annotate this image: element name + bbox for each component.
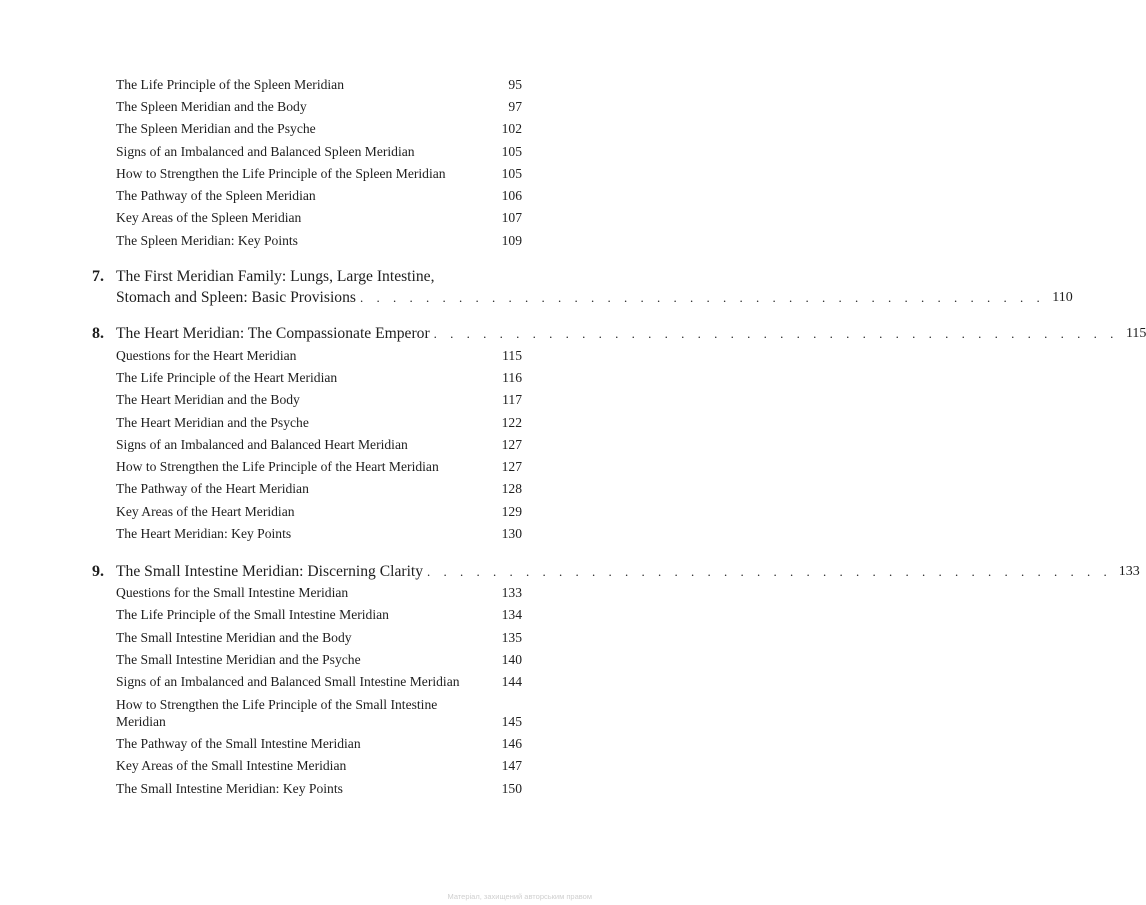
toc-entry[interactable] <box>116 629 522 646</box>
toc-entry-page: 95 <box>508 77 522 92</box>
toc-entry-title: The Small Intestine Meridian and the Body <box>116 630 352 645</box>
toc-entry-title: The Pathway of the Spleen Meridian <box>116 188 316 203</box>
toc-entry-title: The Life Principle of the Heart Meridian <box>116 370 338 385</box>
toc-entry-title: How to Strengthen the Life Principle of the Spleen Meridian <box>116 166 446 181</box>
chapter-heading[interactable] <box>116 287 1073 308</box>
toc-entry-title: Questions for the Heart Meridian <box>116 348 297 363</box>
toc-entry-page: 106 <box>501 188 522 203</box>
toc-entry-title: The Heart Meridian and the Psyche <box>116 415 309 430</box>
toc-entry[interactable] <box>116 480 522 497</box>
toc-entry[interactable] <box>116 503 522 520</box>
toc-entry-title: The Pathway of the Heart Meridian <box>116 481 309 496</box>
toc-entry[interactable] <box>116 606 522 623</box>
toc-entry-title: Questions for the Small Intestine Meridian <box>116 585 349 600</box>
toc-entry-page: 122 <box>501 415 522 430</box>
toc-entry-title: The Spleen Meridian: Key Points <box>116 233 298 248</box>
toc-entry[interactable] <box>116 120 522 137</box>
toc-entry-page: 127 <box>501 459 522 474</box>
leader-dots: . . . . . . . . . . . . . . . . . . . . . . . . . . . . . . . . . . . . . . . . . . <box>427 564 1112 579</box>
toc-entry-page: 107 <box>501 210 522 225</box>
toc-entry-page: 140 <box>501 652 522 667</box>
toc-entry-page: 144 <box>501 674 522 689</box>
toc-entry[interactable] <box>116 187 522 204</box>
chapter-title: The Heart Meridian: The Compassionate Emperor <box>116 325 430 342</box>
toc-entry[interactable] <box>116 584 522 601</box>
toc-entry-title: Key Areas of the Heart Meridian <box>116 504 295 519</box>
toc-entry-page: 97 <box>508 99 522 114</box>
toc-entry-title: The Pathway of the Small Intestine Meridian <box>116 736 361 751</box>
toc-entry-page: 150 <box>501 781 522 796</box>
toc-entry[interactable] <box>116 414 522 431</box>
toc-entry[interactable] <box>116 458 522 475</box>
toc-entry-page: 109 <box>501 233 522 248</box>
chapter-title: The Small Intestine Meridian: Discerning Clarity <box>116 563 424 580</box>
leader-dots: . . . . . . . . . . . . . . . . . . . . . . . . . . . . . . . . . . . . . . . . . . <box>433 326 1119 341</box>
toc-entry[interactable] <box>116 391 522 408</box>
toc-entry-title: The Spleen Meridian and the Psyche <box>116 121 316 136</box>
toc-entry-page: 130 <box>501 526 522 541</box>
toc-entry-title: Signs of an Imbalanced and Balanced Spleen Meridian <box>116 144 415 159</box>
toc-entry-title: The Small Intestine Meridian: Key Points <box>116 781 343 796</box>
toc-entry-page: 116 <box>502 370 522 385</box>
chapter-heading[interactable] <box>92 323 1146 344</box>
copyright-watermark: Матеріал, захищений авторським правом <box>447 892 592 901</box>
toc-entry-page: 105 <box>501 144 522 159</box>
chapter-number: 8. <box>92 325 104 342</box>
toc-entry-page: 147 <box>501 758 522 773</box>
toc-entry-page: 134 <box>501 607 522 622</box>
leader-dots: . . . . . . . . . . . . . . . . . . . . . . . . . . . . . . . . . . . . . . . . . . <box>359 290 1045 305</box>
toc-entry[interactable] <box>116 369 522 386</box>
toc-entry-title: The Life Principle of the Spleen Meridian <box>116 77 345 92</box>
toc-entry[interactable] <box>116 780 522 797</box>
toc-entry-page: 133 <box>501 585 522 600</box>
chapter-page: 110 <box>1052 290 1073 305</box>
toc-entry-page: 105 <box>501 166 522 181</box>
toc-entry-page: 129 <box>501 504 522 519</box>
toc-entry[interactable] <box>116 651 522 668</box>
toc-entry-title: The Spleen Meridian and the Body <box>116 99 307 114</box>
toc-entry[interactable] <box>116 143 522 160</box>
chapter-heading[interactable] <box>92 561 1140 582</box>
toc-entry-title: Key Areas of the Small Intestine Meridian <box>116 758 347 773</box>
toc-entry[interactable] <box>116 436 522 453</box>
toc-entry[interactable] <box>116 696 522 713</box>
toc-entry-page: 115 <box>502 348 522 363</box>
toc-entry-page: 102 <box>501 121 522 136</box>
toc-entry-title: The Heart Meridian and the Body <box>116 392 300 407</box>
toc-entry[interactable] <box>116 98 522 115</box>
toc-entry-title: How to Strengthen the Life Principle of the Heart Meridian <box>116 459 439 474</box>
toc-entry[interactable] <box>116 76 522 93</box>
chapter-heading-line[interactable] <box>92 266 522 287</box>
toc-entry[interactable] <box>116 347 522 364</box>
toc-entry-title: The Small Intestine Meridian and the Psyche <box>116 652 361 667</box>
chapter-title-line: The First Meridian Family: Lungs, Large Intestine, <box>116 268 435 285</box>
toc-entry[interactable] <box>116 165 522 182</box>
toc-entry-title: Key Areas of the Spleen Meridian <box>116 210 302 225</box>
chapter-page: 133 <box>1118 564 1140 579</box>
toc-entry-page: 135 <box>501 630 522 645</box>
toc-entry[interactable] <box>116 232 522 249</box>
chapter-title-line: Stomach and Spleen: Basic Provisions <box>116 289 356 306</box>
toc-entry[interactable] <box>116 209 522 226</box>
chapter-number: 7. <box>92 268 104 285</box>
chapter-number: 9. <box>92 563 104 580</box>
toc-entry-title: Signs of an Imbalanced and Balanced Heart Meridian <box>116 437 408 452</box>
toc-entry-page: 146 <box>501 736 522 751</box>
chapter-page: 115 <box>1125 326 1146 341</box>
toc-entry[interactable] <box>116 735 522 752</box>
toc-entry-title: Signs of an Imbalanced and Balanced Small Intestine Meridian <box>116 674 460 689</box>
toc-entry[interactable] <box>116 673 522 690</box>
toc-entry-page: 117 <box>502 392 522 407</box>
toc-entry[interactable] <box>116 757 522 774</box>
toc-entry[interactable] <box>116 713 522 730</box>
toc-entry-title: The Life Principle of the Small Intestine Meridian <box>116 607 389 622</box>
toc-entry-page: 127 <box>501 437 522 452</box>
toc-entry-title: The Heart Meridian: Key Points <box>116 526 292 541</box>
toc-entry-title: Meridian <box>116 714 166 729</box>
toc-entry-page: 128 <box>501 481 522 496</box>
toc-entry-page: 145 <box>501 714 522 729</box>
toc-entry-title: How to Strengthen the Life Principle of the Small Intestine <box>116 697 438 712</box>
toc-entry[interactable] <box>116 525 522 542</box>
